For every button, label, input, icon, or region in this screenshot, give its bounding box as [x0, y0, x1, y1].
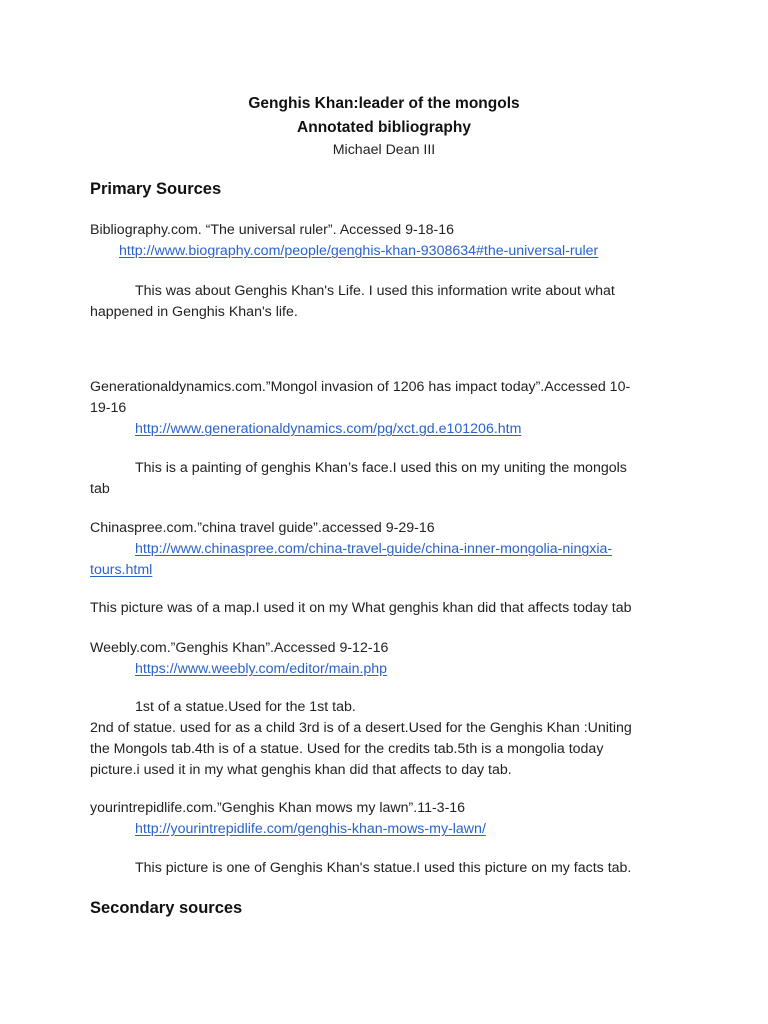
document-author: Michael Dean III	[332, 142, 436, 158]
annotation-chinaspree: This picture was of a map.I used it on my What genghis khan did that affects today tab	[90, 600, 632, 616]
annotation-biography-line-2: happened in Genghis Khan's life.	[90, 304, 298, 320]
link-chinaspree-line-1[interactable]: http://www.chinaspree.com/china-travel-guide/china-inner-mongolia-ningxia-	[135, 541, 613, 557]
annotation-biography-line-1: This was about Genghis Khan's Life. I used this information write about what	[135, 283, 615, 299]
annotation-weebly-line-2: 2nd of statue. used for as a child 3rd is of a desert.Used for the Genghis Khan :Uniting	[90, 720, 632, 736]
citation-generationaldynamics-line-1: Generationaldynamics.com.”Mongol invasion of 1206 has impact today”.Accessed 10-	[90, 379, 631, 395]
link-weebly[interactable]: https://www.weebly.com/editor/main.php	[135, 661, 388, 677]
citation-biography: Bibliography.com. “The universal ruler”. Accessed 9-18-16	[90, 222, 455, 238]
document-title: Genghis Khan:leader of the mongols	[248, 95, 520, 112]
annotation-generationaldynamics-line-2: tab	[90, 481, 110, 497]
link-biography[interactable]: http://www.biography.com/people/genghis-khan-9308634#the-universal-ruler	[119, 243, 599, 259]
annotation-yourintrepidlife: This picture is one of Genghis Khan's statue.I used this picture on my facts tab.	[135, 860, 632, 876]
link-chinaspree-line-2[interactable]: tours.html	[90, 562, 153, 578]
citation-chinaspree: Chinaspree.com.”china travel guide”.accessed 9-29-16	[90, 520, 435, 536]
citation-weebly: Weebly.com.”Genghis Khan”.Accessed 9-12-16	[90, 640, 389, 656]
document-subtitle: Annotated bibliography	[297, 119, 471, 136]
citation-generationaldynamics-line-2: 19-16	[90, 400, 127, 416]
link-generationaldynamics[interactable]: http://www.generationaldynamics.com/pg/xct.gd.e101206.htm	[135, 421, 522, 437]
citation-yourintrepidlife: yourintrepidlife.com.”Genghis Khan mows my lawn”.11-3-16	[90, 800, 466, 816]
annotation-weebly-line-1: 1st of a statue.Used for the 1st tab.	[135, 699, 356, 715]
annotation-weebly-line-3: the Mongols tab.4th is of a statue. Used for the credits tab.5th is a mongolia today	[90, 741, 604, 757]
primary-sources-heading: Primary Sources	[90, 180, 222, 198]
link-yourintrepidlife[interactable]: http://yourintrepidlife.com/genghis-khan-mows-my-lawn/	[135, 821, 486, 837]
annotation-weebly-line-4: picture.i used it in my what genghis khan did that affects to day tab.	[90, 762, 512, 778]
annotation-generationaldynamics-line-1: This is a painting of genghis Khan’s face.I used this on my uniting the mongols	[135, 460, 627, 476]
secondary-sources-heading: Secondary sources	[90, 899, 243, 917]
